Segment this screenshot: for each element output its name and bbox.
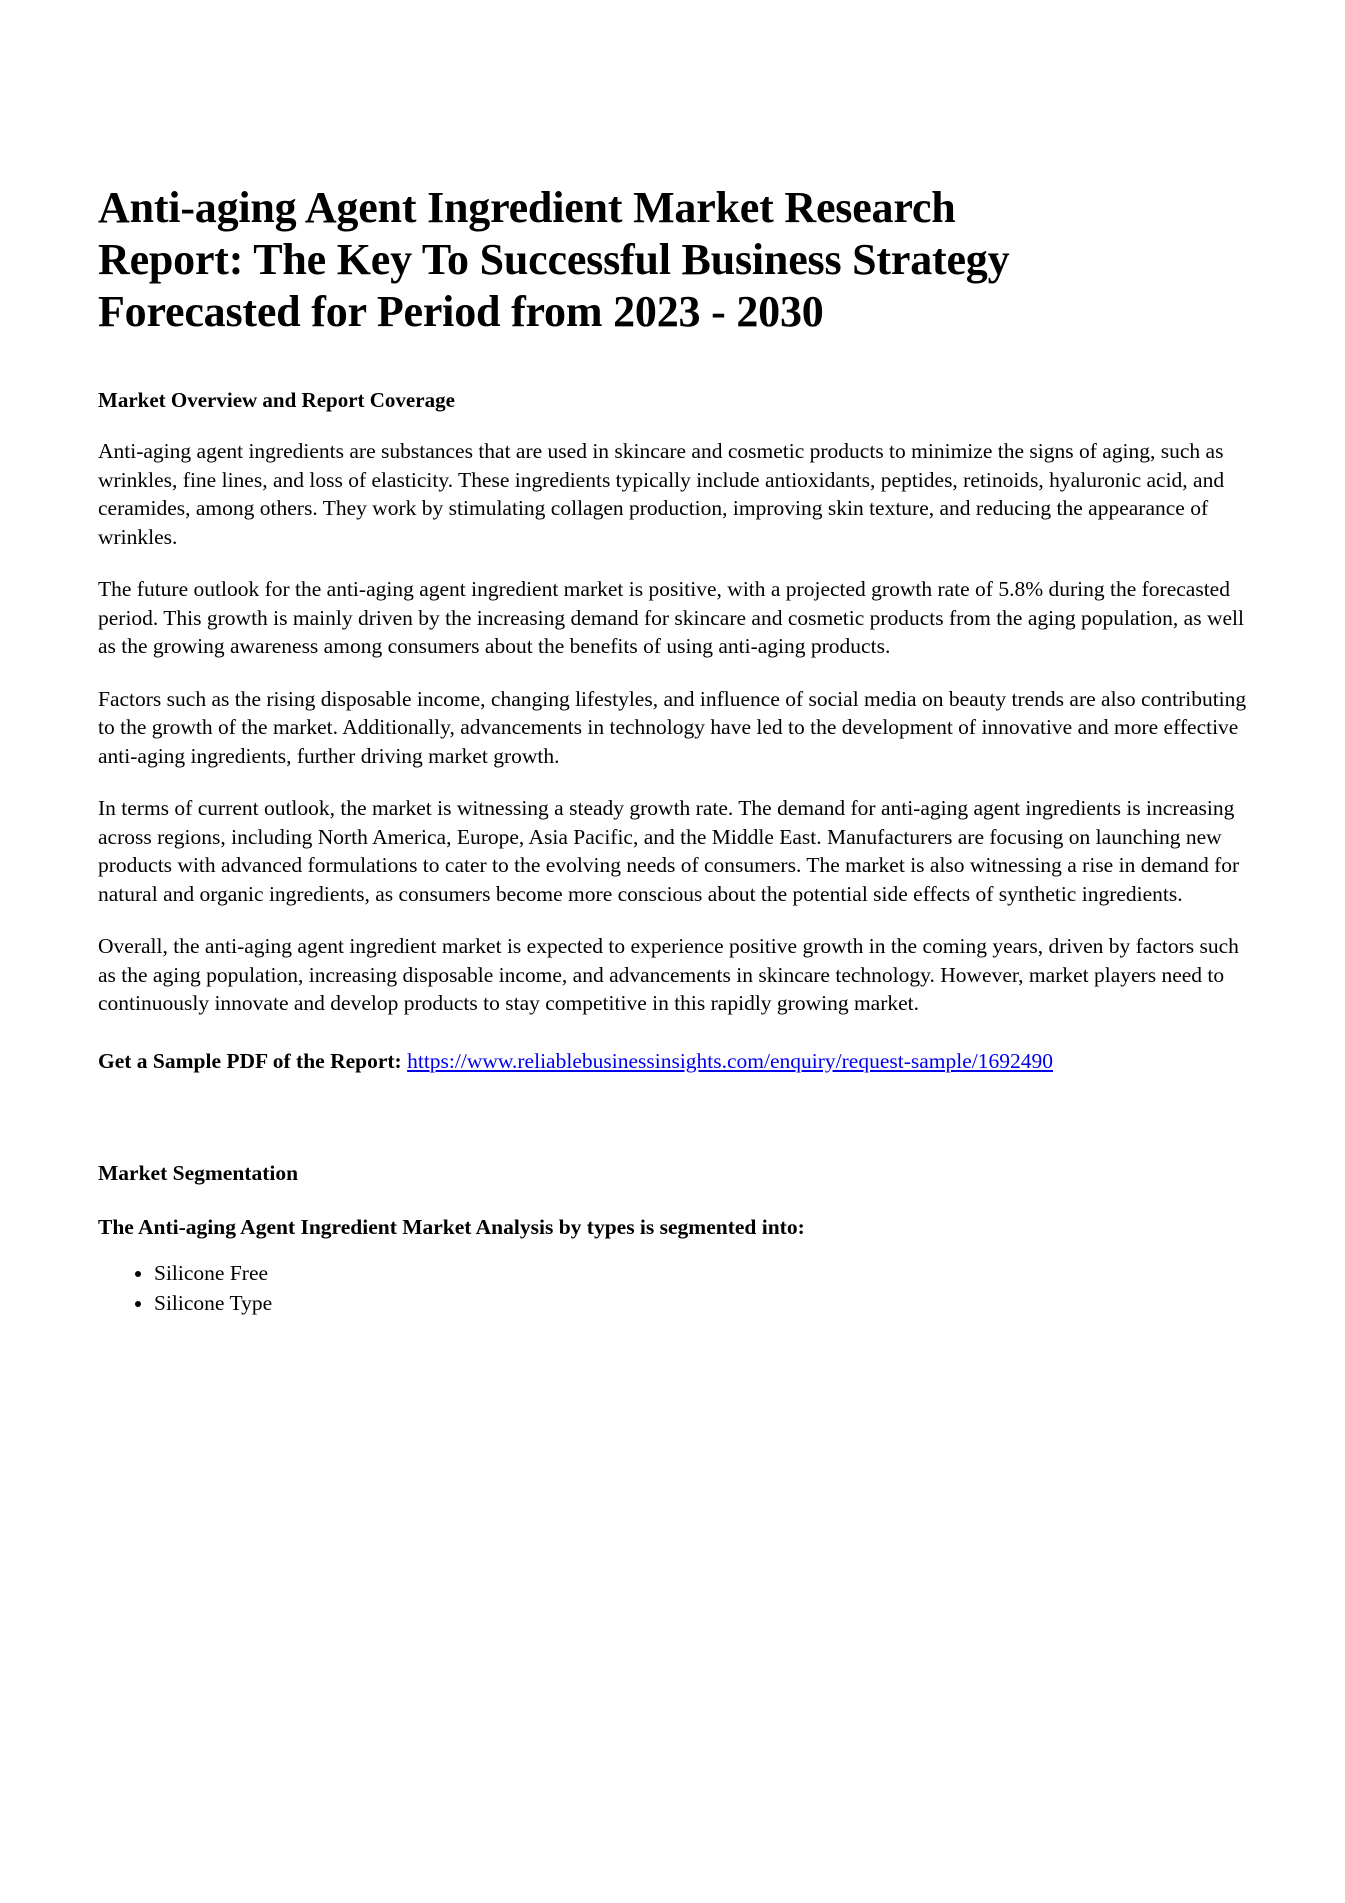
list-item: • Silicone Type (154, 1288, 1247, 1318)
list-item: • Silicone Free (154, 1258, 1247, 1288)
overview-paragraph-1: Anti-aging agent ingredients are substances that are used in skincare and cosmetic products to minimize the signs of aging, such as wrinkles, fine lines, and loss of elasticity. These ingredients typically include antioxidants, peptides, retinoids, hyaluronic acid, and ceramides, among others. They work by stimulating collagen production, improving skin texture, and reducing the appearance of wrinkles. (98, 439, 1225, 549)
overview-paragraph-4: In terms of current outlook, the market is witnessing a steady growth rate. The demand for anti-aging agent ingredients is increasing across regions, including North America, Europe, Asia Pacific, and the Middle East. Manufacturers are focusing on launching new products with advanced formulations to cater to the evolving needs of consumers. The market is also witnessing a rise in demand for natural and organic ingredients, as consumers become more conscious about the potential side effects of synthetic ingredients. (98, 796, 1240, 906)
segmentation-types-intro: The Anti-aging Agent Ingredient Market Analysis by types is segmented into: (98, 1215, 805, 1239)
sample-pdf-cta (98, 1047, 1247, 1076)
sample-pdf-link[interactable]: https://www.reliablebusinessinsights.com/enquiry/request-sample/1692490 (407, 1048, 1054, 1073)
page-title (98, 182, 1247, 338)
section-heading-market-overview: Market Overview and Report Coverage (98, 388, 455, 412)
page-title-line-3: Forecasted for Period from 2023 - 2030 (98, 287, 824, 336)
page-title-line-2: Report: The Key To Successful Business Strategy (98, 235, 1010, 284)
overview-paragraph-5: Overall, the anti-aging agent ingredient market is expected to experience positive growth in the coming years, driven by factors such as the aging population, increasing disposable income, and advancements in skincare technology. However, market players need to continuously innovate and develop products to stay competitive in this rapidly growing market. (98, 934, 1239, 1015)
segmentation-types-list (98, 1258, 1247, 1318)
page-title-line-1: Anti-aging Agent Ingredient Market Research (98, 183, 956, 232)
overview-paragraph-2: The future outlook for the anti-aging agent ingredient market is positive, with a projected growth rate of 5.8% during the forecasted period. This growth is mainly driven by the increasing demand for skincare and cosmetic products from the aging population, as well as the growing awareness among consumers about the benefits of using anti-aging products. (98, 577, 1244, 658)
section-heading-market-segmentation: Market Segmentation (98, 1161, 299, 1185)
sample-pdf-label: Get a Sample PDF of the Report: (98, 1048, 402, 1073)
overview-paragraph-3: Factors such as the rising disposable income, changing lifestyles, and influence of social media on beauty trends are also contributing to the growth of the market. Additionally, advancements in technology have led to the development of innovative and more effective anti-aging ingredients, further driving market growth. (98, 686, 1247, 768)
